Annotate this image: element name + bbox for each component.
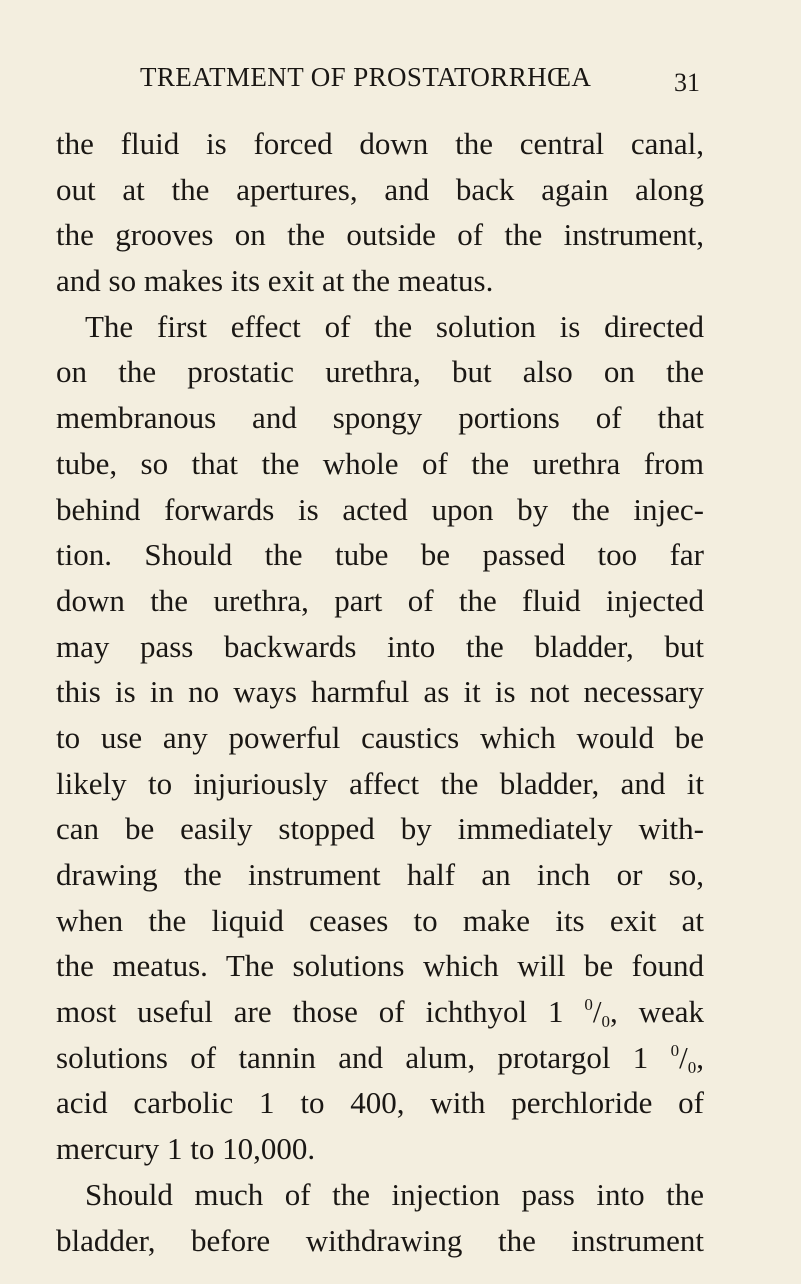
text-line: may pass backwards into the bladder, but xyxy=(56,628,704,664)
percent-subscript: 0 xyxy=(687,1057,697,1077)
body-text xyxy=(56,121,704,1263)
text-line-protargol xyxy=(56,1035,704,1081)
line-text: solutions of tannin and alum, protargol 1 xyxy=(56,1039,671,1075)
text-line: tube, so that the whole of the urethra from xyxy=(56,445,704,481)
line-text: , xyxy=(696,1039,704,1075)
text-line: acid carbolic 1 to 400, with perchloride of xyxy=(56,1085,704,1121)
text-line: tion. Should the tube be passed too far xyxy=(56,537,704,573)
page-number: 31 xyxy=(674,68,700,97)
text-line: the fluid is forced down the central canal, xyxy=(56,126,704,161)
text-line: to use any powerful caustics which would be xyxy=(56,719,704,755)
text-line: bladder, before withdrawing the instrument xyxy=(56,1222,704,1258)
text-line: behind forwards is acted upon by the injec- xyxy=(56,491,704,527)
text-line: drawing the instrument half an inch or so, xyxy=(56,857,704,892)
text-line: the meatus. The solutions which will be found xyxy=(56,948,704,984)
text-line: likely to injuriously affect the bladder, and it xyxy=(56,765,704,801)
text-line: can be easily stopped by immediately with- xyxy=(56,811,704,847)
percent-superscript: 0 xyxy=(670,1040,680,1060)
paragraph-start-line: The first effect of the solution is directed xyxy=(85,308,704,344)
line-text: most useful are those of ichthyol 1 xyxy=(56,994,585,1030)
paragraph-end-line: mercury 1 to 10,000. xyxy=(56,1131,316,1167)
paragraph-end-line: and so makes its exit at the meatus. xyxy=(56,263,494,299)
paragraph-start-line: Should much of the injection pass into the xyxy=(85,1176,704,1212)
percent-subscript: 0 xyxy=(601,1012,610,1032)
text-line: membranous and spongy portions of that xyxy=(56,400,704,436)
running-head xyxy=(140,62,700,104)
percent-slash: / xyxy=(592,994,602,1030)
running-title: TREATMENT OF PROSTATORRHŒA xyxy=(140,62,592,92)
text-line: down the urethra, part of the fluid injected xyxy=(56,582,704,618)
text-line: on the prostatic urethra, but also on the xyxy=(56,354,704,390)
text-line: this is in no ways harmful as it is not necessary xyxy=(56,674,704,710)
percent-superscript: 0 xyxy=(584,995,593,1015)
percent-slash: / xyxy=(679,1039,688,1075)
line-text: , weak xyxy=(609,994,705,1030)
text-line: when the liquid ceases to make its exit at xyxy=(56,902,704,938)
text-line: the grooves on the outside of the instrument, xyxy=(56,217,704,253)
text-line: out at the apertures, and back again along xyxy=(56,171,704,207)
text-line-ichthyol xyxy=(56,989,704,1035)
